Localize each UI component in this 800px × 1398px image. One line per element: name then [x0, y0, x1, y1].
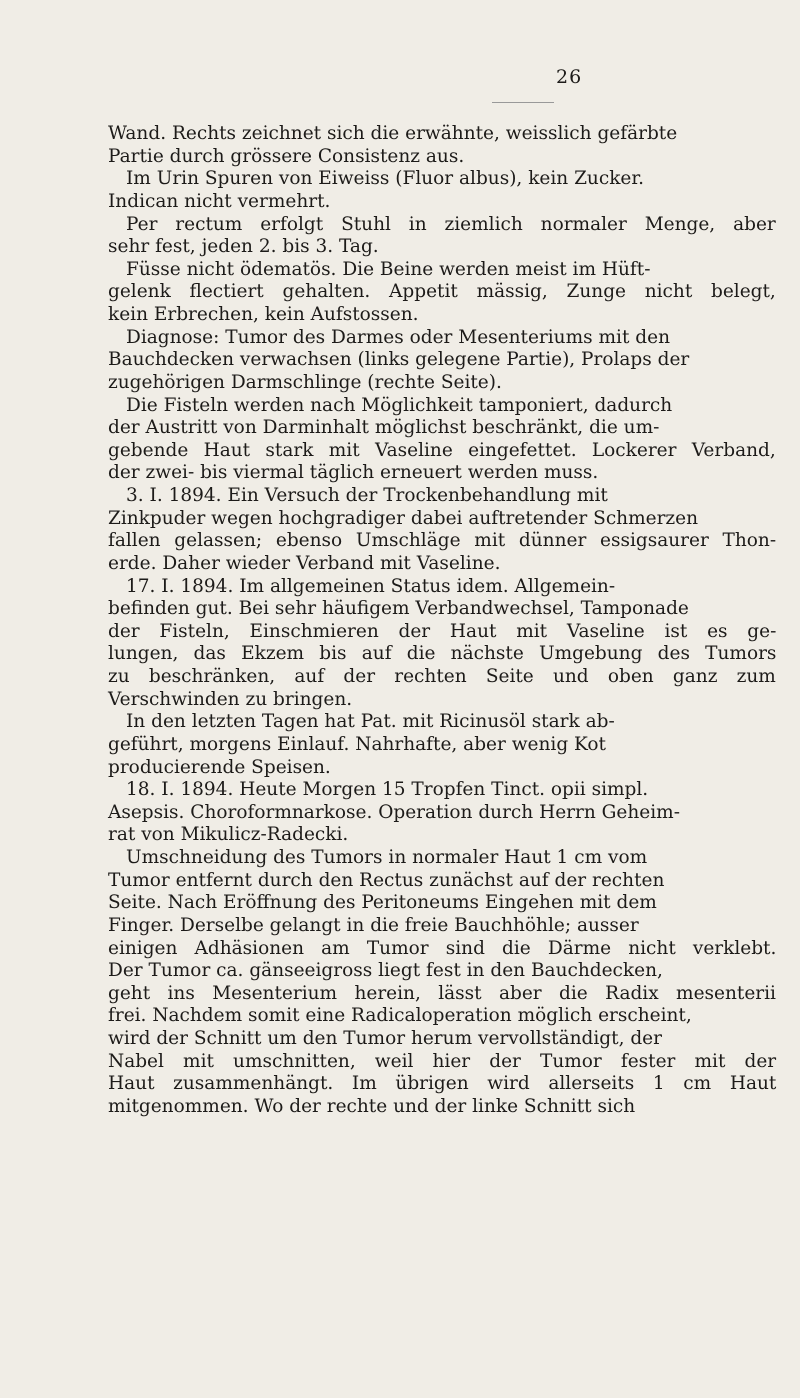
text-line: Der Tumor ca. gänseeigross liegt fest in den Bauchdecken,	[108, 960, 663, 982]
text-line: 18. I. 1894. Heute Morgen 15 Tropfen Tinct. opii simpl.	[126, 779, 649, 801]
header-rule	[492, 102, 554, 103]
text-line: lungen, das Ekzem bis auf die nächste Umgebung des Tumors	[108, 643, 777, 665]
text-line: 3. I. 1894. Ein Versuch der Trockenbehandlung mit	[126, 485, 608, 506]
text-line: In den letzten Tagen hat Pat. mit Ricinusöl stark ab-	[126, 711, 615, 733]
text-line: der Fisteln, Einschmieren der Haut mit Vaseline ist es ge-	[108, 620, 777, 642]
text-line: producierende Speisen.	[108, 756, 331, 778]
text-line: frei. Nachdem somit eine Radicaloperation möglich erscheint,	[108, 1005, 692, 1027]
text-line: der Austritt von Darminhalt möglichst beschränkt, die um-	[108, 417, 660, 439]
text-line: Indican nicht vermehrt.	[108, 190, 331, 212]
text-line: kein Erbrechen, kein Aufstossen.	[108, 304, 419, 325]
text-line: zugehörigen Darmschlinge (rechte Seite).	[108, 371, 502, 393]
page-number: 26	[556, 66, 583, 88]
text-line: geht ins Mesenterium herein, lässt aber die Radix mesenterii	[108, 982, 776, 1004]
text-line: Bauchdecken verwachsen (links gelegene Partie), Prolaps der	[108, 349, 690, 371]
text-line: erde. Daher wieder Verband mit Vaseline.	[108, 552, 501, 574]
text-line: sehr fest, jeden 2. bis 3. Tag.	[108, 236, 379, 258]
text-line: Umschneidung des Tumors in normaler Haut 1 cm vom	[126, 847, 648, 868]
text-line: Per rectum erfolgt Stuhl in ziemlich normaler Menge, aber	[126, 213, 776, 235]
text-line: zu beschränken, auf der rechten Seite und oben ganz zum	[108, 666, 776, 687]
text-line: gebende Haut stark mit Vaseline eingefettet. Lockerer Verband,	[108, 439, 776, 461]
text-line: rat von Mikulicz-Radecki.	[108, 824, 349, 846]
text-line: Seite. Nach Eröffnung des Peritoneums Eingehen mit dem	[108, 892, 657, 914]
text-line: gelenk flectiert gehalten. Appetit mässig, Zunge nicht belegt,	[108, 281, 776, 303]
text-line: geführt, morgens Einlauf. Nahrhafte, aber wenig Kot	[108, 733, 606, 755]
text-line: Füsse nicht ödematös. Die Beine werden meist im Hüft-	[126, 258, 651, 280]
text-line: Im Urin Spuren von Eiweiss (Fluor albus), kein Zucker.	[126, 168, 645, 190]
text-line: Wand. Rechts zeichnet sich die erwähnte, weisslich gefärbte	[108, 123, 678, 144]
text-line: der zwei- bis viermal täglich erneuert werden muss.	[108, 462, 599, 484]
text-line: 17. I. 1894. Im allgemeinen Status idem. Allgemein-	[126, 575, 616, 597]
text-line: fallen gelassen; ebenso Umschläge mit dünner essigsaurer Thon-	[108, 530, 777, 552]
text-line: Nabel mit umschnitten, weil hier der Tumor fester mit der	[108, 1050, 777, 1072]
text-line: Partie durch grössere Consistenz aus.	[108, 145, 465, 167]
text-line: Asepsis. Choroformnarkose. Operation durch Herrn Geheim-	[108, 801, 680, 823]
text-line: einigen Adhäsionen am Tumor sind die Därme nicht verklebt.	[108, 937, 777, 959]
text-line: Finger. Derselbe gelangt in die freie Bauchhöhle; ausser	[108, 914, 639, 936]
text-line: Diagnose: Tumor des Darmes oder Mesenteriums mit den	[126, 326, 670, 348]
body-text	[108, 123, 776, 1119]
text-line: Zinkpuder wegen hochgradiger dabei auftretender Schmerzen	[108, 507, 699, 529]
text-line: wird der Schnitt um den Tumor herum vervollständigt, der	[108, 1028, 662, 1049]
text-line: Tumor entfernt durch den Rectus zunächst auf der rechten	[108, 869, 665, 891]
text-line: Die Fisteln werden nach Möglichkeit tamponiert, dadurch	[126, 394, 673, 416]
text-line: mitgenommen. Wo der rechte und der linke Schnitt sich	[108, 1095, 636, 1117]
text-line: Haut zusammenhängt. Im übrigen wird allerseits 1 cm Haut	[108, 1073, 777, 1095]
text-line: befinden gut. Bei sehr häufigem Verbandwechsel, Tamponade	[108, 598, 689, 620]
text-line: Verschwinden zu bringen.	[108, 688, 353, 710]
